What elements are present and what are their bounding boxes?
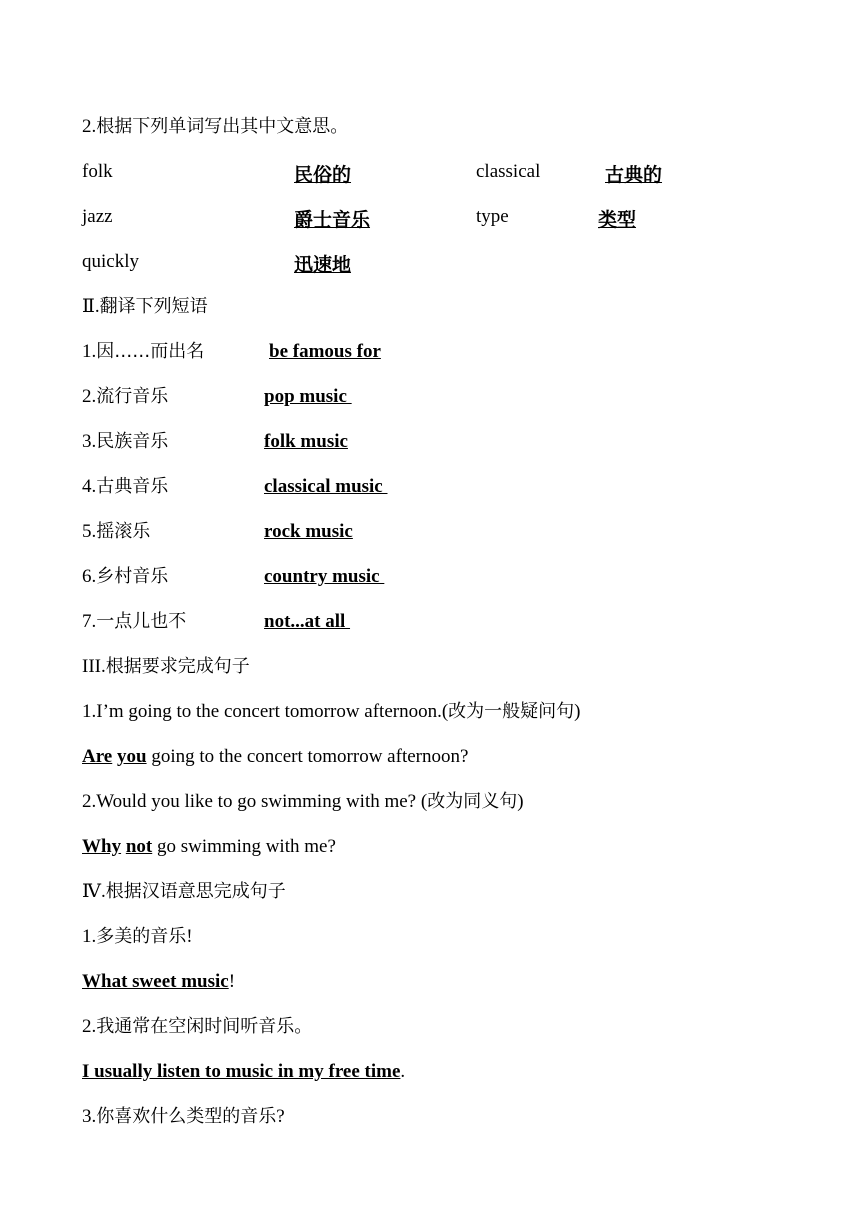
question-close: ) <box>574 701 581 722</box>
item-number: 2. <box>82 386 97 407</box>
exercise-number: 2. <box>82 116 97 137</box>
phrase-item <box>82 430 168 454</box>
question-text: 2.Would you like to go swimming with me? ( <box>82 791 428 812</box>
answer-sentence <box>82 970 235 994</box>
phrase-chinese: 摇滚乐 <box>96 521 151 542</box>
section-heading <box>82 295 208 319</box>
vocab-word: jazz <box>82 206 113 227</box>
vocab-answer: 爵士音乐 <box>294 209 371 231</box>
item-number: 7. <box>82 611 97 632</box>
vocab-word: quickly <box>82 251 139 272</box>
phrase-answer: rock music <box>264 521 353 542</box>
item-number: 1. <box>82 341 97 362</box>
answer-blank: I usually listen to music in my free time <box>82 1061 401 1082</box>
phrase-chinese: 因……而出名 <box>96 341 205 362</box>
answer-sentence <box>82 745 468 769</box>
phrase-item <box>82 565 168 589</box>
section-heading <box>82 655 250 679</box>
answer-rest: going to the concert tomorrow afternoon? <box>146 746 469 767</box>
answer-blank: you <box>117 746 147 767</box>
punctuation: . <box>400 1061 406 1082</box>
question-chinese: 多美的音乐 <box>96 926 187 947</box>
phrase-chinese: 流行音乐 <box>96 386 169 407</box>
answer-rest: go swimming with me? <box>152 836 336 857</box>
item-number: 1. <box>82 926 97 947</box>
answer-sentence <box>82 1060 405 1084</box>
vocab-answer: 类型 <box>598 209 637 231</box>
phrase-answer: classical music <box>264 476 388 497</box>
item-number: 4. <box>82 476 97 497</box>
question <box>82 1015 312 1039</box>
phrase-item <box>82 385 168 409</box>
item-number: 3. <box>82 1106 97 1127</box>
phrase-item <box>82 610 186 634</box>
question-instruction: 改为同义句 <box>427 791 518 812</box>
item-number: 6. <box>82 566 97 587</box>
section-title: 翻译下列短语 <box>99 296 208 317</box>
question-chinese: 我通常在空闲时间听音乐。 <box>96 1016 313 1037</box>
vocab-word: folk <box>82 161 113 182</box>
section-title: 根据要求完成句子 <box>105 656 250 677</box>
phrase-chinese: 一点儿也不 <box>96 611 187 632</box>
vocab-word: type <box>476 206 509 227</box>
exercise-title <box>82 115 348 139</box>
question <box>82 925 193 949</box>
item-number: 2. <box>82 1016 97 1037</box>
phrase-answer: pop music <box>264 386 352 407</box>
answer-blank: Why <box>82 836 122 857</box>
phrase-chinese: 民族音乐 <box>96 431 169 452</box>
question-chinese: 你喜欢什么类型的音乐 <box>96 1106 277 1127</box>
exercise-instruction: 根据下列单词写出其中文意思。 <box>96 116 349 137</box>
vocab-word: classical <box>476 161 541 182</box>
question <box>82 1105 285 1129</box>
answer-blank: not <box>125 836 153 857</box>
answer-blank: Are <box>82 746 113 767</box>
phrase-chinese: 乡村音乐 <box>96 566 169 587</box>
vocab-answer: 民俗的 <box>294 164 352 186</box>
answer-blank: What sweet music <box>82 971 229 992</box>
item-number: 3. <box>82 431 97 452</box>
phrase-chinese: 古典音乐 <box>96 476 169 497</box>
question-close: ) <box>517 791 524 812</box>
section-number: Ⅳ. <box>82 881 106 902</box>
section-number: III. <box>82 656 106 677</box>
punctuation: ? <box>276 1106 285 1127</box>
punctuation: ! <box>228 971 236 992</box>
phrase-item <box>82 475 168 499</box>
question <box>82 700 581 724</box>
question-instruction: 改为一般疑问句 <box>448 701 575 722</box>
section-number: Ⅱ. <box>82 296 100 317</box>
phrase-item <box>82 520 150 544</box>
vocab-answer: 迅速地 <box>294 254 352 276</box>
vocab-answer: 古典的 <box>605 164 663 186</box>
phrase-answer: country music <box>264 566 385 587</box>
answer-sentence <box>82 835 336 859</box>
phrase-answer: not...at all <box>264 611 351 632</box>
section-heading <box>82 880 286 904</box>
question <box>82 790 524 814</box>
phrase-answer: folk music <box>264 431 348 452</box>
phrase-item <box>82 340 204 364</box>
question-text: 1.I’m going to the concert tomorrow afternoon.( <box>82 701 449 722</box>
phrase-answer: be famous for <box>269 341 381 362</box>
section-title: 根据汉语意思完成句子 <box>105 881 286 902</box>
punctuation: ! <box>186 926 193 947</box>
item-number: 5. <box>82 521 97 542</box>
